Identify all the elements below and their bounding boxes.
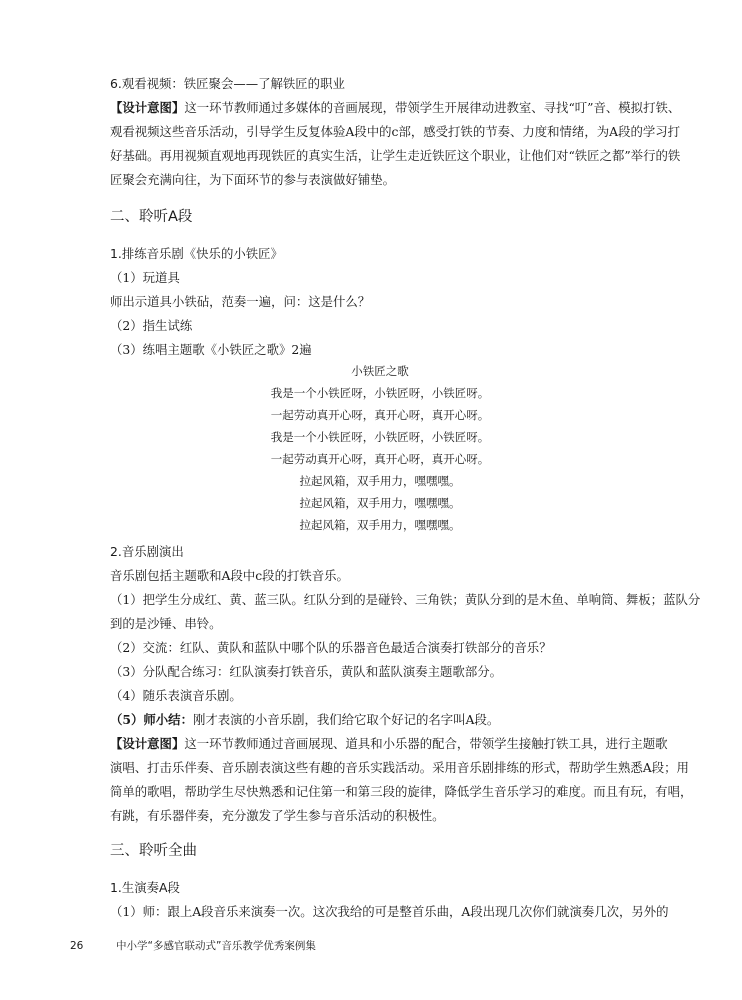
design-intent-1-line3: 好基础。再用视频直观地再现铁匠的真实生活，让学生走近铁匠这个职业，让他们对“铁匠之都”举行的铁	[110, 148, 681, 163]
design-intent-2-line1	[110, 736, 670, 752]
design-intent-label: 【设计意图】	[110, 736, 185, 751]
design-intent-2-line3: 简单的歌唱，帮助学生尽快熟悉和记住第一和第三段的旋律，降低学生音乐学习的难度。而且有玩，有唱，	[110, 784, 693, 799]
p4: （4）随乐表演音乐剧。	[110, 688, 242, 703]
design-intent-text: 这一环节教师通过多媒体的音画展现，带领学生开展律动进教室、寻找“叮”音、模拟打铁、	[184, 100, 681, 115]
design-intent-2-line4: 有跳，有乐器伴奏，充分激发了学生参与音乐活动的积极性。	[110, 808, 445, 823]
p3: （3）分队配合练习：红队演奏打铁音乐，黄队和蓝队演奏主题歌部分。	[110, 664, 502, 679]
song-line: 一起劳动真开心呀，真开心呀，真开心呀。	[270, 408, 490, 422]
p2: （2）交流：红队、黄队和蓝队中哪个队的乐器音色最适合演奏打铁部分的音乐？	[110, 640, 552, 655]
step2: （2）指生试练	[110, 318, 193, 333]
page-footer	[70, 939, 316, 953]
sub2-title: 2.音乐剧演出	[110, 544, 184, 559]
section6-title: 6.观看视频：铁匠聚会——了解铁匠的职业	[110, 76, 345, 91]
sub1-title: 1.排练音乐剧《快乐的小铁匠》	[110, 246, 283, 261]
page-number: 26	[70, 940, 84, 952]
song-line: 我是一个小铁匠呀，小铁匠呀，小铁匠呀。	[270, 430, 490, 444]
part2-heading: 二、聆听A段	[110, 209, 193, 225]
song-line: 拉起风箱，双手用力，嘿嘿嘿。	[299, 474, 461, 488]
design-intent-1-line1	[110, 100, 681, 116]
design-intent-1-line4: 匠聚会充满向往，为下面环节的参与表演做好铺垫。	[110, 172, 395, 187]
step1-text: 师出示道具小铁砧，范奏一遍，问：这是什么？	[110, 294, 371, 309]
song-line: 拉起风箱，双手用力，嘿嘿嘿。	[299, 496, 461, 510]
song-line: 拉起风箱，双手用力，嘿嘿嘿。	[299, 518, 461, 532]
part3-heading: 三、聆听全曲	[110, 843, 197, 859]
step1: （1）玩道具	[110, 270, 180, 285]
p5	[110, 712, 670, 728]
design-intent-2-line2: 演唱、打击乐伴奏、音乐剧表演这些有趣的音乐实践活动。采用音乐剧排练的形式，帮助学生熟悉A段；用	[110, 760, 689, 775]
design-intent-text: 这一环节教师通过音画展现、道具和小乐器的配合，带领学生接触打铁工具，进行主题歌	[184, 736, 668, 751]
song-title: 小铁匠之歌	[351, 364, 409, 378]
design-intent-label: 【设计意图】	[110, 100, 185, 115]
part3-p1: （1）师：跟上A段音乐来演奏一次。这次我给的可是整首乐曲，A段出现几次你们就演奏几次，另外的	[110, 904, 669, 919]
step3: （3）练唱主题歌《小铁匠之歌》2遍	[110, 342, 312, 357]
design-intent-1-line2: 观看视频这些音乐活动，引导学生反复体验A段中的c部，感受打铁的节奏、力度和情绪，为A段的学习打	[110, 124, 681, 139]
sub2-intro: 音乐剧包括主题歌和A段中c段的打铁音乐。	[110, 568, 349, 583]
part3-sub1: 1.生演奏A段	[110, 880, 180, 895]
song-line: 一起劳动真开心呀，真开心呀，真开心呀。	[270, 452, 490, 466]
p5-text: 刚才表演的小音乐剧，我们给它取个好记的名字叫A段。	[192, 712, 500, 727]
book-title: 中小学“多感官联动式”音乐教学优秀案例集	[116, 940, 316, 952]
p1-line2: 到的是沙锤、串铃。	[110, 616, 222, 631]
p5-label: （5）师小结：	[110, 712, 193, 727]
p1-line1: （1）把学生分成红、黄、蓝三队。红队分到的是碰铃、三角铁；黄队分到的是木鱼、单响筒、舞板；蓝队分	[110, 592, 701, 607]
song-line: 我是一个小铁匠呀，小铁匠呀，小铁匠呀。	[270, 386, 490, 400]
